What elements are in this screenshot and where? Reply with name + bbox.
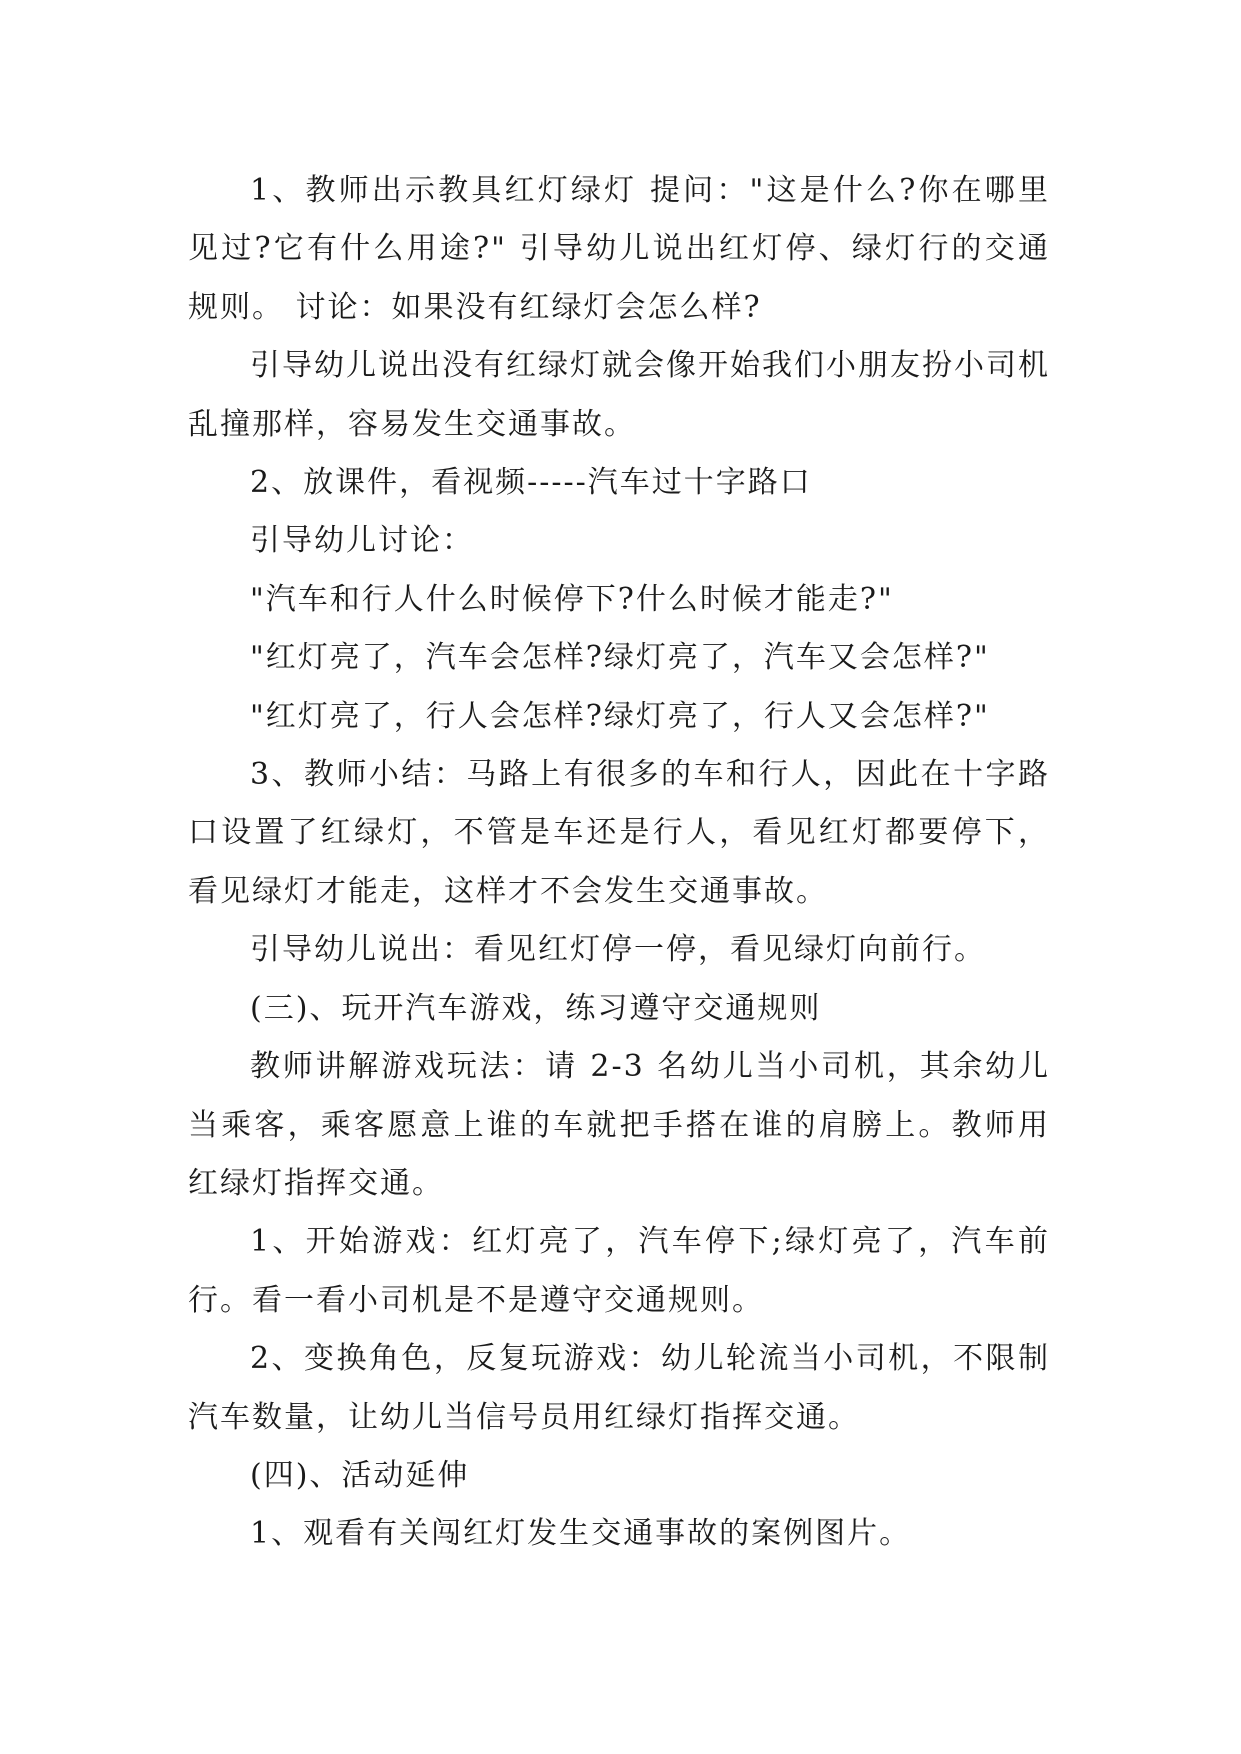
- paragraph-game-step-1: 1、开始游戏：红灯亮了，汽车停下;绿灯亮了，汽车前行。看一看小司机是不是遵守交通规则。: [188, 1224, 1050, 1318]
- paragraph-guide-rhyme: 引导幼儿说出：看见红灯停一停，看见绿灯向前行。: [250, 932, 986, 968]
- section-heading-4: (四)、活动延伸: [250, 1457, 470, 1493]
- paragraph-lesson-step-3: 3、教师小结：马路上有很多的车和行人，因此在十字路口设置了红绿灯，不管是车还是行人，看见红灯都要停下，看见绿灯才能走，这样才不会发生交通事故。: [188, 757, 1050, 909]
- paragraph-guide-no-lights: 引导幼儿说出没有红绿灯就会像开始我们小朋友扮小司机乱撞那样，容易发生交通事故。: [188, 348, 1050, 442]
- paragraph-extension-1: 1、观看有关闯红灯发生交通事故的案例图片。: [250, 1516, 912, 1552]
- paragraph-question-1: "汽车和行人什么时候停下?什么时候才能走?": [250, 581, 894, 617]
- paragraph-guide-discussion: 引导幼儿讨论：: [250, 523, 474, 559]
- section-heading-3: (三)、玩开汽车游戏，练习遵守交通规则: [250, 990, 822, 1026]
- paragraph-question-3: "红灯亮了，行人会怎样?绿灯亮了，行人又会怎样?": [250, 698, 990, 734]
- paragraph-lesson-step-1: 1、教师出示教具红灯绿灯 提问："这是什么?你在哪里见过?它有什么用途?" 引导幼儿说出红灯停、绿灯行的交通规则。 讨论：如果没有红绿灯会怎么样?: [188, 173, 1050, 325]
- paragraph-lesson-step-2: 2、放课件，看视频-----汽车过十字路口: [250, 465, 812, 501]
- paragraph-question-2: "红灯亮了，汽车会怎样?绿灯亮了，汽车又会怎样?": [250, 640, 990, 676]
- paragraph-game-rules: 教师讲解游戏玩法：请 2-3 名幼儿当小司机，其余幼儿当乘客，乘客愿意上谁的车就把手搭在谁的肩膀上。教师用红绿灯指挥交通。: [188, 1049, 1050, 1201]
- paragraph-game-step-2: 2、变换角色，反复玩游戏：幼儿轮流当小司机，不限制汽车数量，让幼儿当信号员用红绿灯指挥交通。: [188, 1341, 1050, 1435]
- document-body: [188, 162, 1050, 1564]
